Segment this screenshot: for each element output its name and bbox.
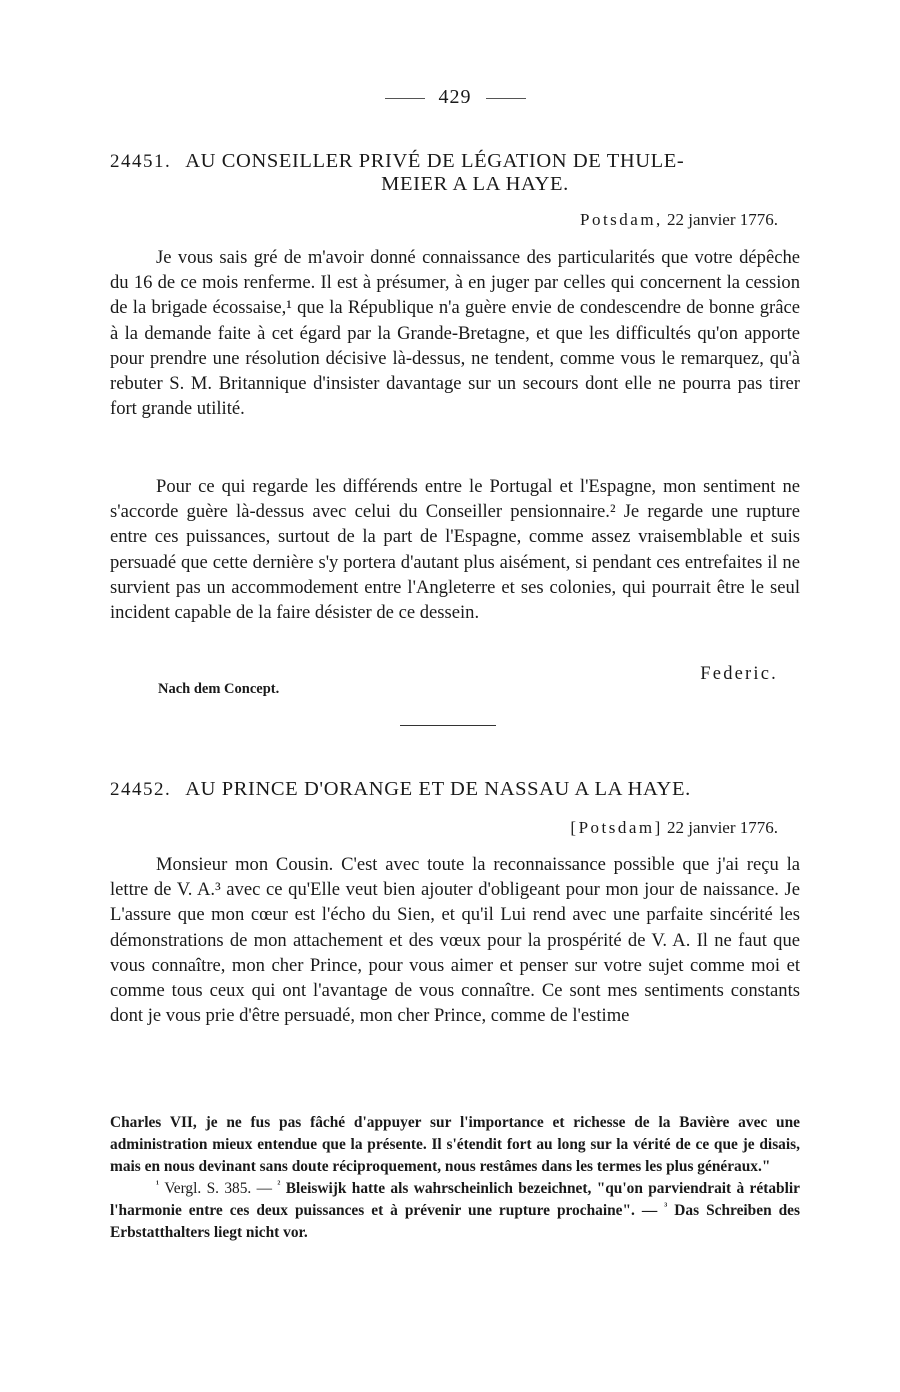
footnote-1: Vergl. S. 385. — — [164, 1180, 273, 1197]
source-note: Nach dem Concept. — [158, 681, 280, 697]
footnote-line — [110, 1178, 800, 1244]
dateline-place: Potsdam, — [579, 210, 663, 229]
footnote-2-marker: ² — [277, 1178, 281, 1190]
footnote-continuation: Charles VII, je ne fus pas fâché d'appuyer sur l'importance et richesse de la Bavière avec une administration mieux entendue que la présente. Il s'étendit fort au long sur la vérité de ce que je disais, mais en nous devinant sans doute réciproquement, nous restâmes dans les termes les plus généraux." — [110, 1114, 800, 1175]
footnotes — [110, 1112, 800, 1244]
footnote-2: Bleiswijk hatte als wahrscheinlich bezeichnet, "qu'on parviendrait à rétablir l'harmonie entre ces deux puissances et à prévenir une rupture prochaine". — — [110, 1180, 800, 1219]
header-rule-left — [385, 98, 425, 99]
dateline-place: [Potsdam] — [570, 818, 663, 837]
letter-24452-paragraph-1: Monsieur mon Cousin. C'est avec toute la reconnaissance possible que j'ai reçu la lettre de V. A.³ avec ce qu'Elle veut bien ajouter d'obligeant pour mon jour de naissance. Je L'assure que mon cœur est l'écho du Sien, et qu'il Lui rend avec une parfaite sincérité les démonstrations de mon attachement et des vœux pour la prospérité de V. A. Il ne faut que vous connaître, mon cher Prince, pour vous aimer et penser sur votre sujet comme moi et comme tous ceux qui ont l'avantage de vous connaître. Ce sont mes sentiments constants dont je vous prie d'être persuadé, mon cher Prince, comme de l'estime — [110, 854, 800, 1027]
footnote-3-marker: ³ — [664, 1200, 668, 1212]
page-header — [110, 86, 800, 109]
letter-24452-heading — [110, 778, 800, 801]
letter-24451-heading — [110, 150, 800, 196]
letter-24452-dateline — [570, 818, 778, 838]
dateline-date: 22 janvier 1776. — [667, 818, 778, 837]
letter-heading-line2: MEIER A LA HAYE. — [381, 173, 569, 195]
letter-number: 24451. — [110, 151, 172, 172]
page-number: 429 — [438, 86, 472, 108]
letter-24451-paragraph-1: Je vous sais gré de m'avoir donné connaissance des particularités que votre dépêche du 16 de ce mois renferme. Il est à présumer, à en juger par celles qui concernent la cession de la brigade écossaise,¹ que la République n'a guère envie de condescendre de bonne grâce à la demande faite à cet égard par la Grande-Bretagne, et que les difficultés qu'on apporte pour prendre une résolution décisive là-dessus, ne tendent, comme vous le remarquez, qu'à rebuter S. M. Britannique d'insister davantage sur un secours dont elle ne pourra pas tirer fort grande utilité. — [110, 247, 800, 420]
footnote-3: Das Schreiben des Erbstatthalters liegt nicht vor. — [110, 1202, 800, 1241]
section-divider — [400, 725, 496, 726]
header-rule-right — [486, 98, 526, 99]
letter-24451-dateline — [580, 210, 778, 230]
dateline-date: 22 janvier 1776. — [667, 210, 778, 229]
letter-heading-line1: AU CONSEILLER PRIVÉ DE LÉGATION DE THULE- — [185, 150, 685, 172]
letter-24451-paragraph-2: Pour ce qui regarde les différends entre le Portugal et l'Espagne, mon sentiment ne s'accorde guère là-dessus avec celui du Conseiller pensionnaire.² Je regarde une rupture entre ces puissances, surtout de la part de l'Espagne, comme assez vraisemblable et suis persuadé que cette dernière s'y portera d'autant plus aisément, si pendant ces entrefaites il ne survient pas un accommodement entre l'Angleterre et ses colonies, qui pourrait être le seul incident capable de la faire désister de ce dessein. — [110, 476, 800, 624]
footnote-1-marker: ¹ — [156, 1178, 159, 1190]
letter-heading-line1: AU PRINCE D'ORANGE ET DE NASSAU A LA HAYE. — [185, 778, 691, 800]
letter-number: 24452. — [110, 779, 172, 800]
signature: Federic. — [700, 664, 778, 684]
